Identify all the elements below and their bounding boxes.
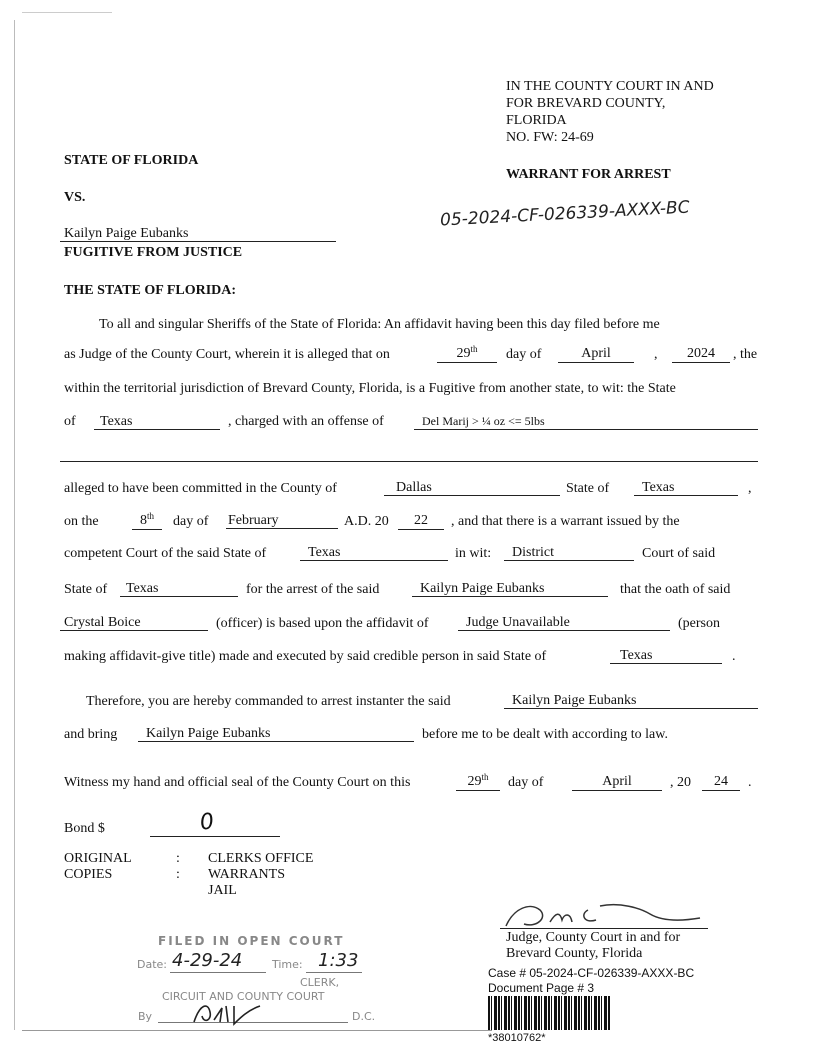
day-number: 29	[467, 774, 482, 789]
offense-month: February	[226, 512, 338, 529]
witness-text: Witness my hand and official seal of the County Court on this	[64, 775, 411, 790]
day-suffix: th	[470, 344, 478, 354]
para1-day	[437, 345, 497, 363]
day-suffix: th	[146, 511, 154, 521]
para2-text: Court of said	[642, 546, 716, 561]
stamp-date-label: Date:	[137, 958, 167, 971]
para2-text: (officer) is based upon the affidavit of	[216, 616, 429, 631]
stamp-dc-label: D.C.	[352, 1010, 376, 1023]
offense-field	[414, 413, 758, 430]
stamp-court-label: CIRCUIT AND COUNTY COURT	[162, 990, 325, 1003]
para1-intro: To all and singular Sheriffs of the State of Florida: An affidavit having been this day filed before me	[99, 317, 660, 332]
footer-case-number: Case # 05-2024-CF-026339-AXXX-BC	[488, 966, 695, 980]
judge-title-line: Brevard County, Florida	[506, 946, 643, 961]
distribution-label-copies: COPIES	[64, 867, 113, 882]
para2-period: .	[732, 649, 736, 664]
stamp-date-line	[170, 972, 266, 973]
scan-edge-line	[14, 20, 15, 1030]
scan-edge-line	[22, 12, 112, 13]
day-suffix: th	[481, 772, 489, 782]
bond-amount: 0	[198, 809, 216, 836]
para2-text: (person	[678, 616, 720, 631]
court-state-field: Texas	[300, 544, 448, 561]
distribution-copies-value: JAIL	[208, 883, 237, 898]
defendant-name: Kailyn Paige Eubanks	[60, 225, 336, 242]
stamp-time-value: 1:33	[318, 950, 359, 971]
scan-edge-line	[22, 1030, 492, 1031]
para2-text: A.D. 20	[344, 514, 389, 529]
para2-text: alleged to have been committed in the County of	[64, 481, 337, 496]
stamp-time-line	[306, 972, 362, 973]
distribution-copies-value: WARRANTS	[208, 867, 286, 882]
witness-month: April	[572, 773, 662, 791]
state-from-field: Texas	[94, 413, 220, 430]
fugitive-label: FUGITIVE FROM JUSTICE	[64, 245, 243, 260]
para2-comma: ,	[748, 481, 752, 496]
court-header-line: FOR BREVARD COUNTY,	[506, 96, 666, 111]
case-number-fw: NO. FW: 24-69	[506, 130, 594, 145]
day-number: 8	[139, 513, 147, 528]
state2-field: Texas	[120, 580, 238, 597]
day-number: 29	[456, 346, 471, 361]
para1-text: , charged with an offense of	[228, 414, 384, 429]
para3-text: and bring	[64, 727, 118, 742]
distribution-colon: :	[176, 867, 180, 882]
court-header	[506, 78, 714, 146]
para1-text: within the territorial jurisdiction of Brevard County, Florida, is a Fugitive from another state, to wit: the State	[64, 381, 676, 396]
para2-text: in wit:	[455, 546, 492, 561]
para1-month: April	[558, 345, 634, 363]
offense-continuation-line	[60, 461, 758, 462]
document-title: WARRANT FOR ARREST	[506, 167, 671, 182]
witness-text: , 20	[670, 775, 691, 790]
bond-label: Bond $	[64, 821, 105, 836]
stamp-by-label: By	[138, 1010, 153, 1023]
witness-year: 24	[702, 773, 740, 791]
para2-text: that the oath of said	[620, 582, 731, 597]
offense-text: Del Marij > ¼ oz <= 5lbs	[422, 414, 545, 428]
para2-text: competent Court of the said State of	[64, 546, 267, 561]
barcode-text: *38010762*	[488, 1032, 546, 1044]
distribution-label-original: ORIGINAL	[64, 851, 132, 866]
county-field: Dallas	[384, 479, 560, 496]
para1-text: , the	[733, 347, 758, 362]
bond-line	[150, 836, 280, 837]
stamp-time-label: Time:	[272, 958, 303, 971]
para2-text: on the	[64, 514, 99, 529]
para1-text: day of	[506, 347, 542, 362]
officer-field: Crystal Boice	[60, 614, 208, 631]
versus: VS.	[64, 190, 86, 205]
para3-text: before me to be dealt with according to law.	[422, 727, 668, 742]
state-field: Texas	[634, 479, 738, 496]
para1-year: 2024	[672, 345, 730, 363]
arrest-defendant-field: Kailyn Paige Eubanks	[504, 692, 758, 709]
distribution-original-value: CLERKS OFFICE	[208, 851, 314, 866]
witness-text: day of	[508, 775, 544, 790]
court-header-line: FLORIDA	[506, 113, 567, 128]
footer-document-page: Document Page # 3	[488, 981, 595, 995]
offense-year: 22	[398, 512, 444, 530]
filed-stamp-title: FILED IN OPEN COURT	[158, 934, 345, 948]
para3-text: Therefore, you are hereby commanded to arrest instanter the said	[86, 694, 451, 709]
witness-day	[456, 773, 500, 791]
judge-block	[506, 930, 680, 962]
para2-text: State of	[566, 481, 610, 496]
witness-period: .	[748, 775, 752, 790]
judge-signature-line	[500, 928, 708, 929]
court-header-line: IN THE COUNTY COURT IN AND	[506, 79, 714, 94]
stamp-date-value: 4-29-24	[172, 950, 243, 971]
para2-text: State of	[64, 582, 108, 597]
court-type-field: District	[504, 544, 634, 561]
para2-text: day of	[173, 514, 209, 529]
para2-text: making affidavit-give title) made and executed by said credible person in said State of	[64, 649, 547, 664]
judge-title-line: Judge, County Court in and for	[506, 930, 681, 945]
offense-day	[132, 512, 162, 530]
warrant-defendant-field: Kailyn Paige Eubanks	[412, 580, 608, 597]
para1-text: as Judge of the County Court, wherein it is alleged that on	[64, 347, 390, 362]
barcode	[488, 996, 610, 1030]
state3-field: Texas	[610, 647, 722, 664]
bring-defendant-field: Kailyn Paige Eubanks	[138, 725, 414, 742]
clerk-signature	[190, 1000, 270, 1026]
para2-text: for the arrest of the said	[246, 582, 380, 597]
para2-text: , and that there is a warrant issued by the	[451, 514, 680, 529]
stamp-clerk-label: CLERK,	[300, 976, 340, 989]
distribution-colon: :	[176, 851, 180, 866]
affiant-field: Judge Unavailable	[458, 614, 670, 631]
para1-text: of	[64, 414, 76, 429]
address-heading: THE STATE OF FLORIDA:	[64, 283, 237, 298]
state-party: STATE OF FLORIDA	[64, 153, 199, 168]
para1-comma: ,	[654, 347, 658, 362]
handwritten-case-number: 05-2024-CF-026339-AXXX-BC	[439, 197, 691, 231]
